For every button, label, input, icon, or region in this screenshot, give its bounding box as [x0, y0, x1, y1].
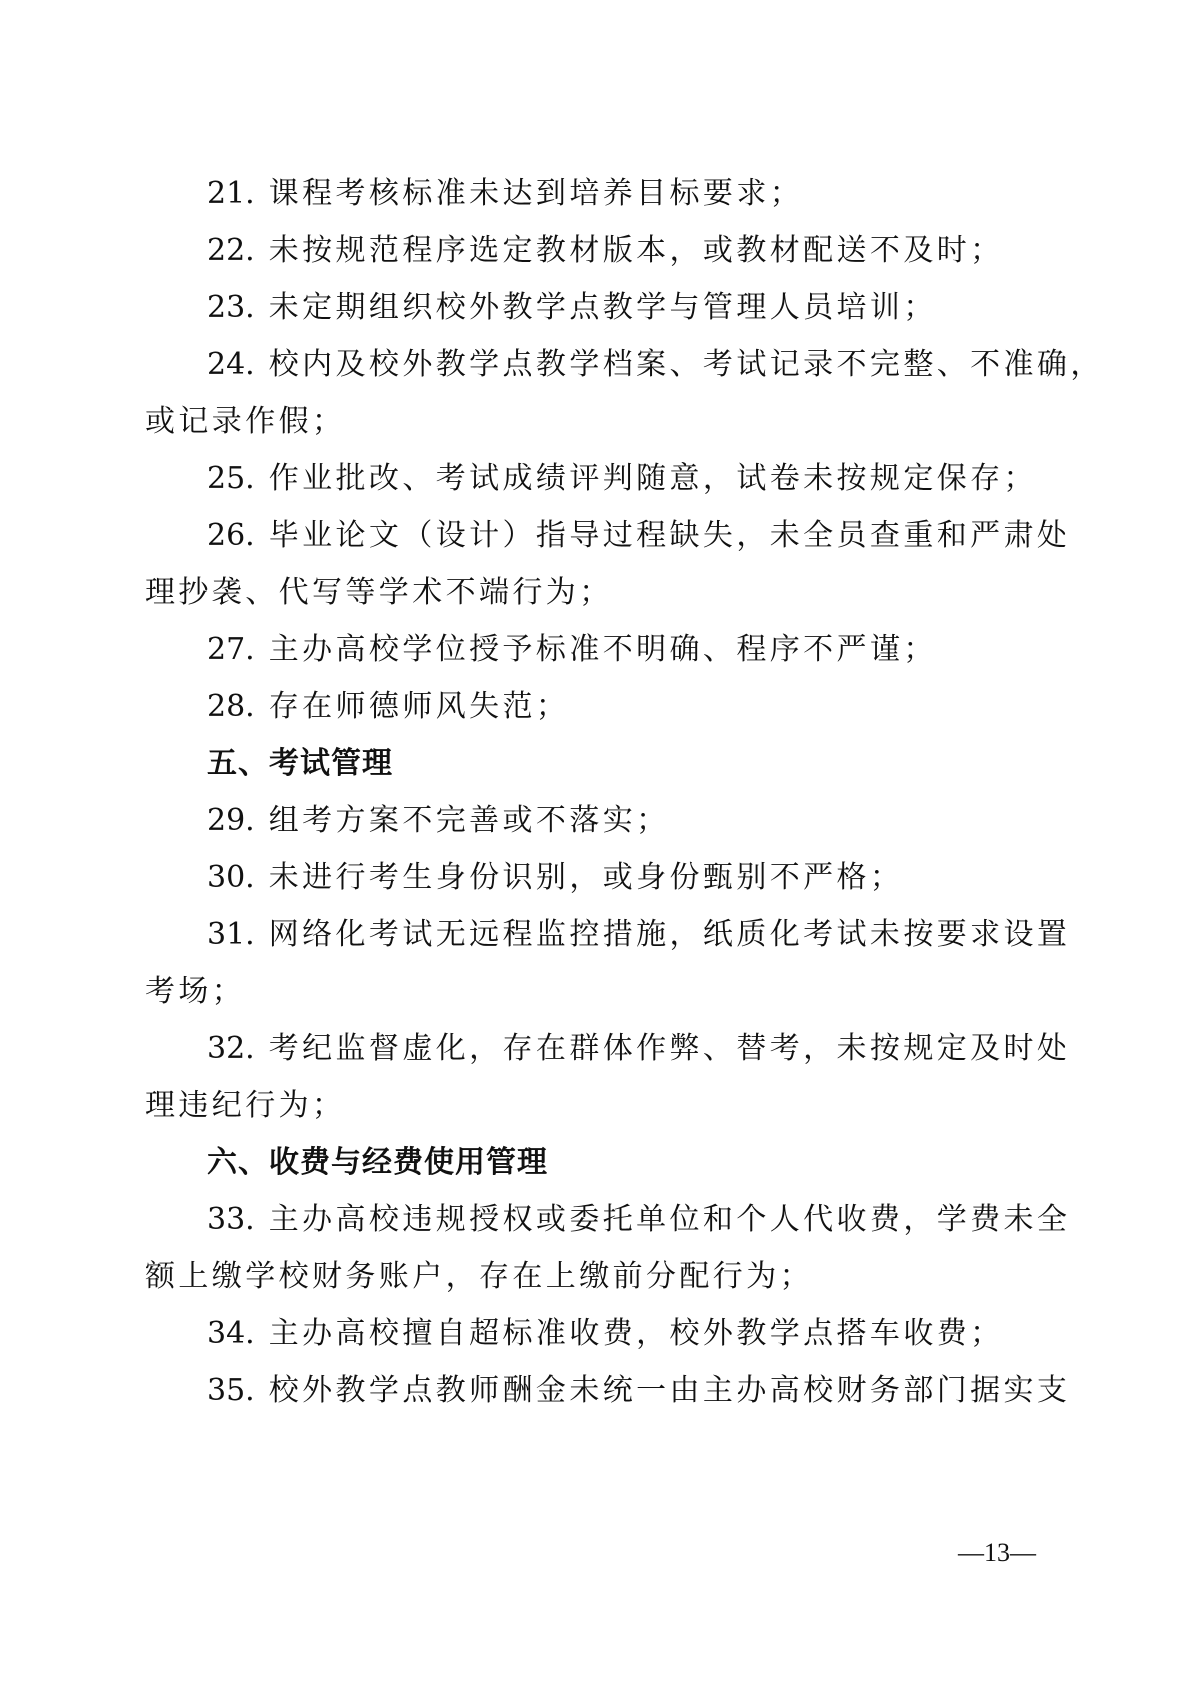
- item-text: 作业批改、考试成绩评判随意，试卷未按规定保存；: [268, 461, 1037, 496]
- item-27: [207, 630, 1117, 670]
- item-text: 未定期组织校外教学点教学与管理人员培训；: [268, 290, 937, 325]
- item-30: [207, 858, 1117, 898]
- item-number: 25.: [207, 461, 255, 496]
- item-number: 27.: [207, 632, 255, 667]
- item-text: 毕业论文（设计）指导过程缺失，未全员查重和严肃处: [268, 518, 1071, 553]
- item-text: 未按规范程序选定教材版本，或教材配送不及时；: [268, 233, 1004, 268]
- item-24: [207, 345, 1117, 385]
- item-text: 主办高校擅自超标准收费，校外教学点搭车收费；: [268, 1316, 1004, 1351]
- item-26: [207, 516, 1117, 556]
- item-number: 24.: [207, 347, 255, 382]
- item-32: [207, 1029, 1117, 1069]
- item-number: 35.: [207, 1373, 255, 1408]
- item-23: [207, 288, 1117, 328]
- item-number: 21.: [207, 176, 255, 211]
- item-text: 主办高校违规授权或委托单位和个人代收费，学费未全: [268, 1202, 1071, 1237]
- item-number: 34.: [207, 1316, 255, 1351]
- item-26-continuation: 理抄袭、代写等学术不端行为；: [145, 575, 613, 610]
- item-31: [207, 915, 1117, 955]
- item-22: [207, 231, 1117, 271]
- section-heading-exam-management: 五、考试管理: [207, 746, 393, 781]
- item-24-continuation: 或记录作假；: [145, 404, 346, 439]
- item-25: [207, 459, 1117, 499]
- item-number: 30.: [207, 860, 255, 895]
- item-text: 未进行考生身份识别，或身份甄别不严格；: [268, 860, 904, 895]
- item-text: 课程考核标准未达到培养目标要求；: [268, 176, 804, 211]
- item-number: 28.: [207, 689, 255, 724]
- item-number: 23.: [207, 290, 255, 325]
- item-28: [207, 687, 1117, 727]
- item-32-continuation: 理违纪行为；: [145, 1088, 346, 1123]
- item-number: 29.: [207, 803, 255, 838]
- item-number: 31.: [207, 917, 255, 952]
- item-text: 网络化考试无远程监控措施，纸质化考试未按要求设置: [268, 917, 1071, 952]
- item-35: [207, 1371, 1117, 1411]
- section-heading-fees-management: 六、收费与经费使用管理: [207, 1145, 548, 1180]
- item-number: 22.: [207, 233, 255, 268]
- item-text: 存在师德师风失范；: [268, 689, 570, 724]
- item-29: [207, 801, 1117, 841]
- item-text: 组考方案不完善或不落实；: [268, 803, 670, 838]
- item-text: 考纪监督虚化，存在群体作弊、替考，未按规定及时处: [268, 1031, 1071, 1066]
- item-34: [207, 1314, 1117, 1354]
- item-33-continuation: 额上缴学校财务账户，存在上缴前分配行为；: [145, 1259, 813, 1294]
- item-31-continuation: 考场；: [145, 974, 246, 1009]
- item-number: 26.: [207, 518, 255, 553]
- page-number: —13—: [958, 1538, 1036, 1567]
- item-number: 33.: [207, 1202, 255, 1237]
- item-text: 校外教学点教师酬金未统一由主办高校财务部门据实支: [268, 1373, 1071, 1408]
- item-text: 校内及校外教学点教学档案、考试记录不完整、不准确，: [268, 347, 1104, 382]
- item-number: 32.: [207, 1031, 255, 1066]
- item-33: [207, 1200, 1117, 1240]
- item-21: [207, 174, 1117, 214]
- item-text: 主办高校学位授予标准不明确、程序不严谨；: [268, 632, 937, 667]
